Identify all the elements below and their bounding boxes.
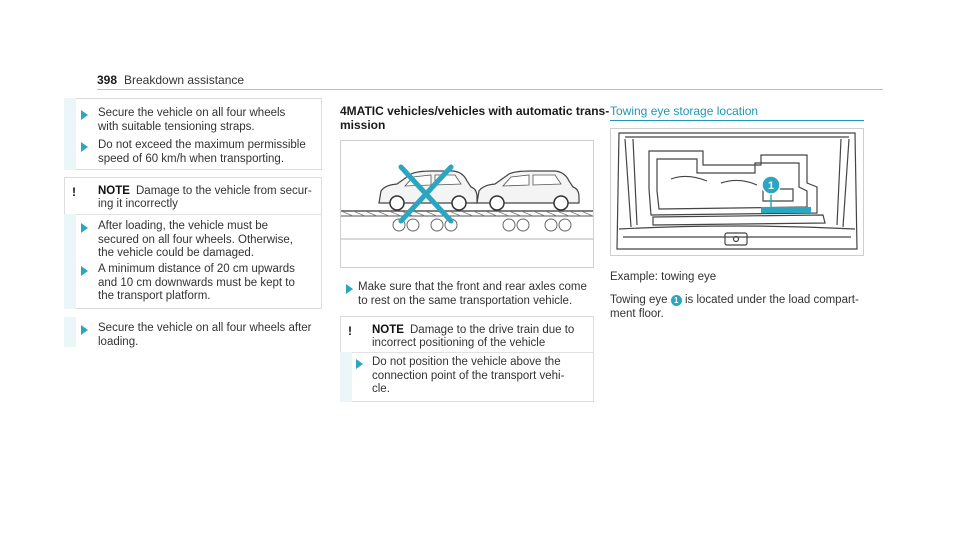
warning-icon: !: [348, 324, 352, 338]
step-arrow-icon: [81, 142, 88, 152]
step-bar: [340, 352, 352, 402]
image-caption: Example: towing eye: [610, 271, 717, 283]
note-label: NOTE: [372, 324, 404, 336]
note-text: Damage to the drive train due to: [410, 324, 575, 336]
note-text: Damage to the vehicle from secur-: [136, 185, 312, 197]
callout-badge-icon: 1: [671, 295, 682, 306]
warning-icon: !: [72, 185, 76, 199]
step-text: Secure the vehicle on all four wheels after loading.: [98, 322, 312, 348]
step-text: Do not exceed the maximum permissible speed of 60 km/h when transporting.: [98, 139, 306, 165]
car-transport-illustration: [340, 140, 594, 268]
section-heading-blue: Towing eye storage location: [610, 104, 759, 118]
page-number: 398: [97, 73, 118, 87]
header-divider: [97, 89, 883, 90]
step-arrow-icon: [346, 284, 353, 294]
step-text: Secure the vehicle on all four wheels with suitable tensioning straps.: [98, 107, 286, 133]
section-heading: 4MATIC vehicles/vehicles with automatic trans- mission: [340, 104, 610, 132]
heading-underline: [610, 120, 864, 121]
step-text: A minimum distance of 20 cm upwards and 10 cm downwards must be kept to the transport platform.: [98, 263, 295, 302]
body-text: Towing eye 1 is located under the load compart- ment floor.: [610, 294, 859, 320]
note-label: NOTE: [98, 185, 130, 197]
callout-number: 1: [767, 180, 775, 192]
step-arrow-icon: [81, 223, 88, 233]
note-text-cont: incorrect positioning of the vehicle: [372, 337, 546, 349]
trunk-illustration: [610, 128, 864, 256]
step-bar: [64, 214, 76, 309]
step-arrow-icon: [356, 359, 363, 369]
step-arrow-icon: [81, 110, 88, 120]
step-bar: [64, 317, 76, 347]
step-arrow-icon: [81, 325, 88, 335]
step-text: Do not position the vehicle above the connection point of the transport vehi- cle.: [372, 356, 565, 395]
note-divider: [340, 352, 594, 353]
step-bar: [64, 98, 76, 170]
step-arrow-icon: [81, 266, 88, 276]
step-text: After loading, the vehicle must be secured on all four wheels. Otherwise, the vehicle could be damaged.: [98, 220, 293, 259]
step-text: Make sure that the front and rear axles come to rest on the same transportation vehicle.: [358, 281, 587, 307]
section-title: Breakdown assistance: [124, 73, 245, 87]
note-divider: [64, 214, 322, 215]
note-text-cont: ing it incorrectly: [98, 198, 178, 210]
